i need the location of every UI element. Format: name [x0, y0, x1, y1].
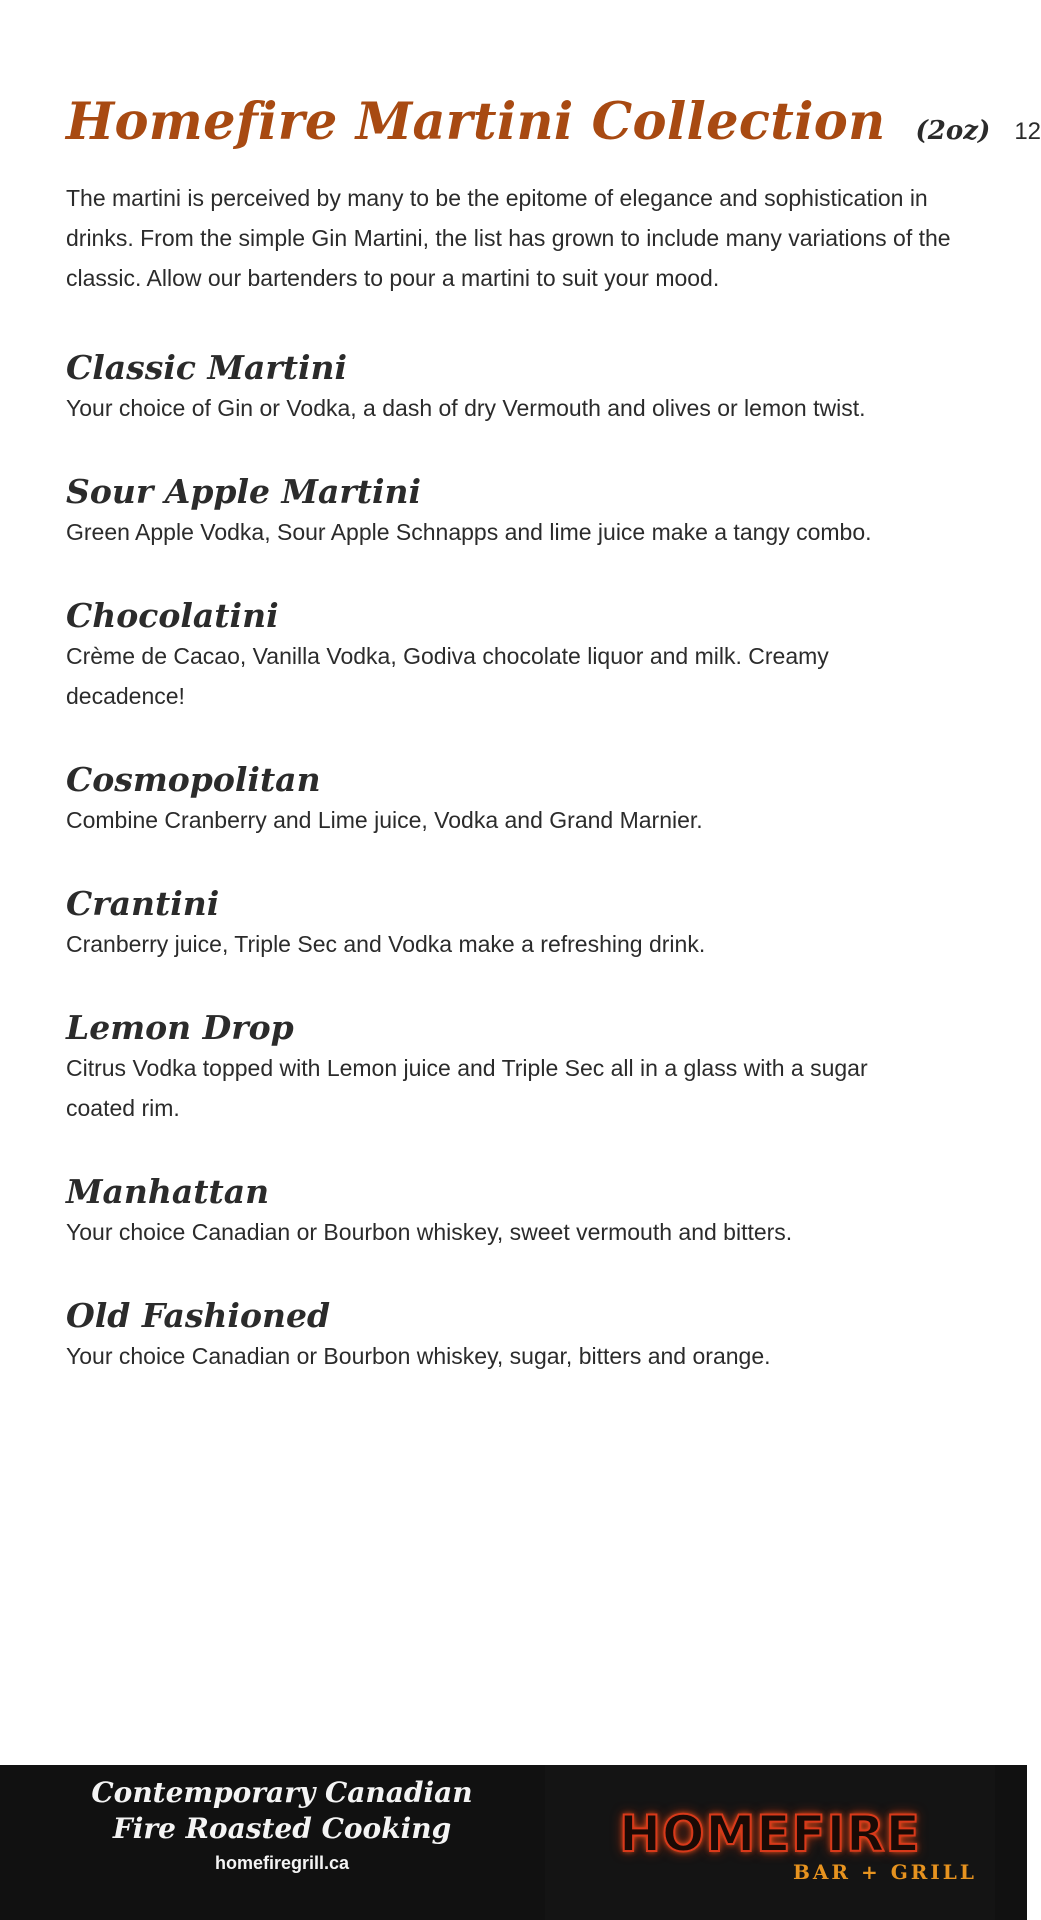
- item-description: Cranberry juice, Triple Sec and Vodka make a refreshing drink.: [66, 931, 706, 957]
- item-description: Combine Cranberry and Lime juice, Vodka and Grand Marnier.: [66, 807, 703, 833]
- item-name: Classic Martini: [66, 348, 348, 387]
- item-name: Crantini: [66, 884, 220, 923]
- tagline-line: Contemporary Canadian: [91, 1776, 473, 1809]
- item-description: Your choice Canadian or Bourbon whiskey, sugar, bitters and orange.: [66, 1343, 771, 1369]
- menu-item: [66, 596, 966, 716]
- item-name: Lemon Drop: [66, 1008, 294, 1047]
- menu-page: [66, 92, 1041, 1420]
- item-name: Old Fashioned: [66, 1296, 331, 1335]
- menu-item: [66, 1172, 966, 1252]
- price: 12: [1014, 118, 1041, 145]
- logo-subtitle: BAR + GRILL: [793, 1860, 977, 1884]
- menu-item: [66, 1008, 966, 1128]
- page-title: Homefire Martini Collection: [66, 92, 886, 152]
- item-name: Manhattan: [66, 1172, 270, 1211]
- item-name: Sour Apple Martini: [66, 472, 422, 511]
- menu-item: [66, 760, 966, 840]
- item-description: Your choice Canadian or Bourbon whiskey, sweet vermouth and bitters.: [66, 1219, 793, 1245]
- menu-list: [66, 348, 966, 1376]
- menu-header: [66, 92, 1041, 152]
- homefire-logo: [545, 1765, 995, 1920]
- website-link[interactable]: homefiregrill.ca: [214, 1853, 350, 1873]
- footer-banner: [0, 1765, 1027, 1920]
- logo-wordmark: HOMEFIRE: [619, 1805, 921, 1863]
- item-description: Green Apple Vodka, Sour Apple Schnapps and lime juice make a tangy combo.: [66, 519, 872, 545]
- pour-size: (2oz): [915, 116, 991, 146]
- menu-item: [66, 1296, 966, 1376]
- item-name: Chocolatini: [66, 596, 279, 635]
- menu-item: [66, 472, 966, 552]
- intro-paragraph: The martini is perceived by many to be the epitome of elegance and sophistication in drinks. From the simple Gin Martini, the list has grown to include many variations of the classic. Allow our bartenders to pour a martini to suit your mood.: [66, 185, 951, 291]
- item-description: Crème de Cacao, Vanilla Vodka, Godiva chocolate liquor and milk. Creamy decadence!: [66, 643, 829, 709]
- tagline: [82, 1775, 482, 1874]
- tagline-line: Fire Roasted Cooking: [112, 1812, 452, 1845]
- item-name: Cosmopolitan: [66, 760, 321, 799]
- menu-item: [66, 884, 966, 964]
- menu-item: [66, 348, 966, 428]
- item-description: Citrus Vodka topped with Lemon juice and Triple Sec all in a glass with a sugar coated rim.: [66, 1055, 868, 1121]
- item-description: Your choice of Gin or Vodka, a dash of dry Vermouth and olives or lemon twist.: [66, 395, 866, 421]
